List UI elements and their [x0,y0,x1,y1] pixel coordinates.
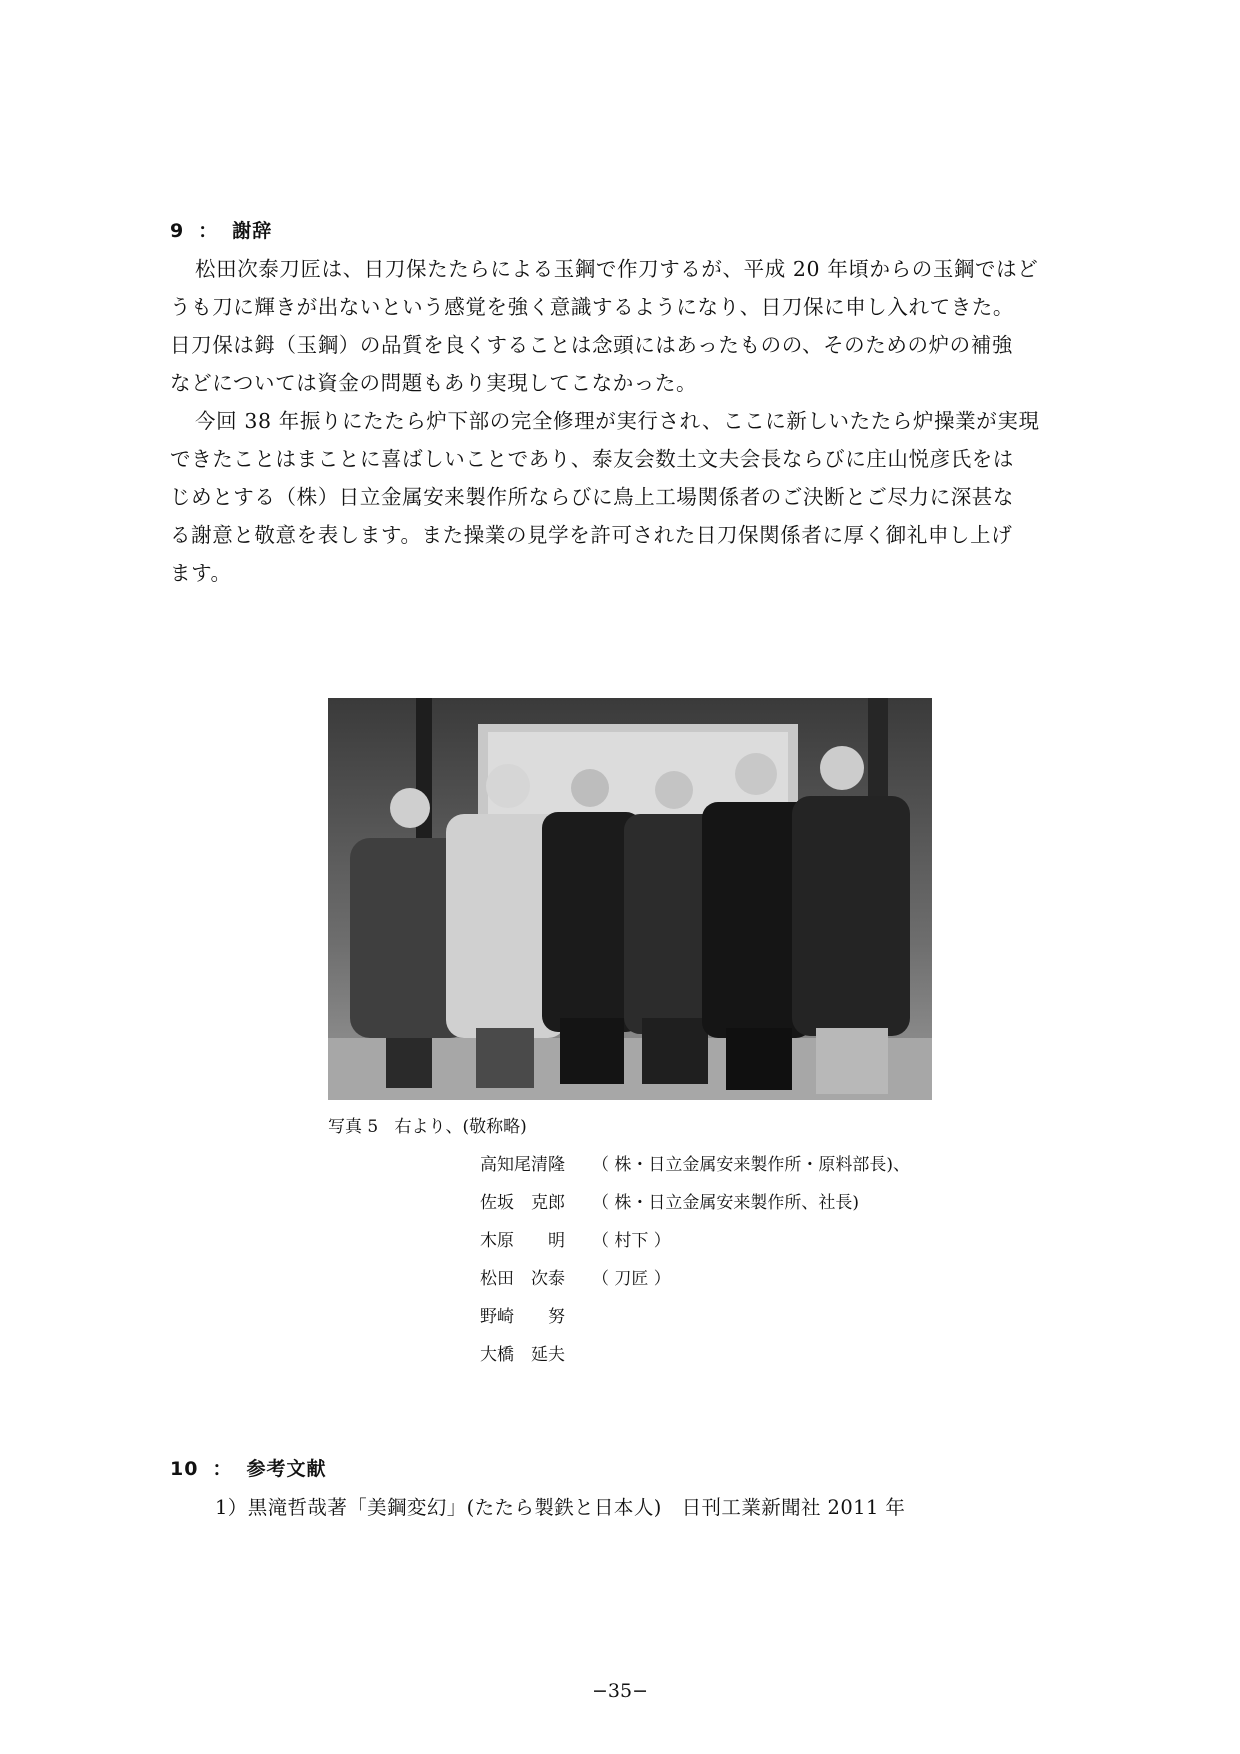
section-title: 謝辞 [232,220,273,242]
person-name: 大橋 延夫 [480,1345,565,1365]
section-number: 10 [170,1458,199,1480]
section-10-heading [170,1454,326,1481]
paragraph-2-line: る謝意と敬意を表します。また操業の見学を許可された日刀保関係者に厚く御礼申し上げ [170,523,1013,547]
person-affiliation: （ 村下 ） [592,1231,671,1251]
paragraph-1-line: 日刀保は鉧（玉鋼）の品質を良くすることは念頭にはあったものの、そのための炉の補強 [170,333,1013,357]
caption-person-row [480,1188,859,1212]
page-number: −35− [591,1680,649,1702]
caption-person-row [480,1302,592,1326]
reference-index: 1） [215,1496,248,1519]
paragraph-2-line: じめとする（株）日立金属安来製作所ならびに鳥上工場関係者のご決断とご尽力に深甚な [170,485,1014,509]
paragraph-1-line: うも刀に輝きが出ないという感覚を強く意識するようになり、日刀保に申し入れてきた。 [170,295,1014,319]
group-photo-image [328,698,932,1100]
group-photo [328,698,932,1100]
photo-caption [328,1112,527,1137]
caption-person-row [480,1340,592,1364]
paragraph-2-line: できたことはまことに喜ばしいことであり、泰友会数土文夫会長ならびに庄山悦彦氏をは [170,447,1014,471]
paragraph-2-line: ます。 [170,561,232,585]
person-name: 松田 次泰 [480,1269,565,1289]
caption-label: 写真 5 [328,1117,379,1137]
person-name: 木原 明 [480,1231,565,1251]
caption-person-row [480,1150,910,1174]
paragraph-2-line: 今回 38 年振りにたたら炉下部の完全修理が実行され、ここに新しいたたら炉操業が実現 [195,409,1040,433]
paragraph-1-line: などについては資金の問題もあり実現してこなかった。 [170,371,698,395]
person-affiliation: （ 株・日立金属安来製作所・原料部長)、 [592,1155,911,1175]
reference-text: 黒滝哲哉著「美鋼変幻」(たたら製鉄と日本人) 日刊工業新聞社 2011 年 [247,1496,906,1519]
section-number: 9 [170,220,185,242]
section-title: 参考文献 [246,1458,327,1480]
person-name: 高知尾清隆 [480,1155,565,1175]
person-name: 佐坂 克郎 [480,1193,565,1213]
paragraph-1-line: 松田次泰刀匠は、日刀保たたらによる玉鋼で作刀するが、平成 20 年頃からの玉鋼ではど [195,257,1039,281]
reference-item [215,1492,905,1520]
section-colon: ： [212,1458,233,1480]
person-affiliation: （ 刀匠 ） [592,1269,671,1289]
person-name: 野崎 努 [480,1307,565,1327]
caption-person-row [480,1264,671,1288]
caption-person-row [480,1226,671,1250]
section-9-heading [170,216,272,243]
caption-text: 右より、(敬称略) [394,1117,527,1137]
person-affiliation: （ 株・日立金属安来製作所、社長) [592,1193,860,1213]
section-colon: ： [198,220,219,242]
